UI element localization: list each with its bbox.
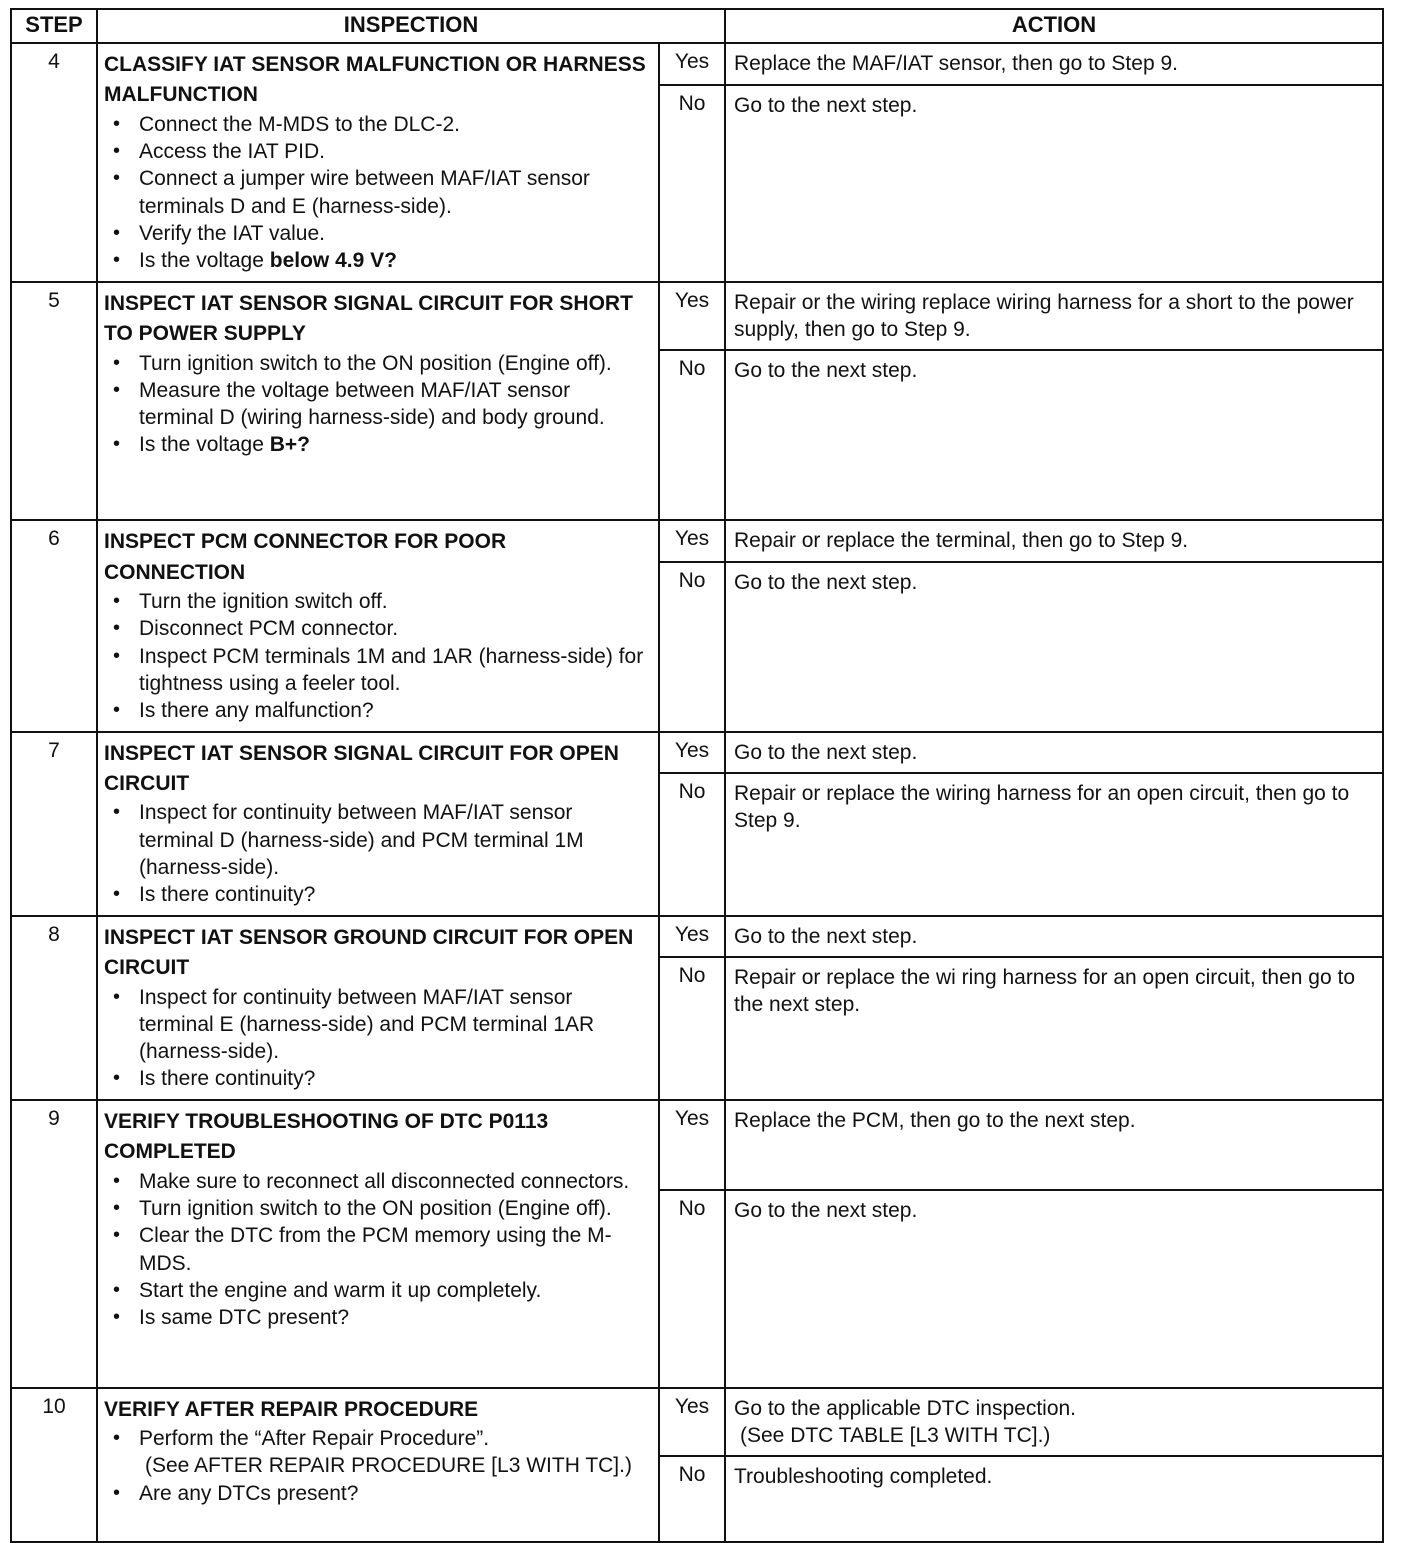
bullet-text: Clear the DTC from the PCM memory using the M-MDS.	[139, 1224, 612, 1275]
step-row	[11, 43, 1383, 85]
inspection-bullet	[139, 1425, 650, 1480]
inspection-bullet	[139, 1277, 650, 1304]
step-number: 9	[11, 1100, 97, 1388]
yes-label: Yes	[659, 916, 725, 957]
question-emphasis: B+?	[269, 433, 311, 457]
inspection-title: INSPECT IAT SENSOR SIGNAL CIRCUIT FOR SHORT TO POWER SUPPLY	[104, 291, 633, 346]
bullet-text: Inspect for continuity between MAF/IAT sensor terminal D (harness-side) and PCM terminal 1M (harness-side).	[139, 801, 584, 880]
step-number: 10	[11, 1388, 97, 1543]
steps-body	[11, 43, 1383, 1542]
inspection-list	[104, 799, 650, 908]
bullet-text: Measure the voltage between MAF/IAT sensor terminal D (wiring harness-side) and body ground.	[139, 378, 605, 430]
yes-action	[725, 520, 1383, 561]
bullet-text: Perform the “After Repair Procedure”.	[139, 1427, 490, 1451]
no-label: No	[659, 350, 725, 520]
inspection-cell	[97, 282, 659, 521]
inspection-bullet	[139, 1222, 650, 1277]
bullet-text: Start the engine and warm it up completely.	[139, 1278, 542, 1302]
question-text: Are any DTCs present?	[139, 1481, 359, 1505]
bullet-text: Connect a jumper wire between MAF/IAT sensor terminals D and E (harness-side).	[139, 167, 590, 218]
step-row	[11, 732, 1383, 773]
inspection-bullet	[139, 350, 650, 377]
inspection-bullet	[139, 615, 650, 642]
yes-action	[725, 732, 1383, 773]
bullet-text: Access the IAT PID.	[139, 140, 325, 164]
inspection-title: INSPECT PCM CONNECTOR FOR POOR CONNECTION	[104, 530, 507, 584]
no-label: No	[659, 1190, 725, 1388]
step-number: 6	[11, 520, 97, 731]
inspection-title: CLASSIFY IAT SENSOR MALFUNCTION OR HARNESS MALFUNCTION	[104, 53, 646, 107]
no-label: No	[659, 957, 725, 1100]
step-number: 7	[11, 732, 97, 916]
yes-label: Yes	[659, 732, 725, 773]
inspection-bullet	[139, 643, 650, 698]
bullet-text: Verify the IAT value.	[139, 222, 325, 246]
inspection-cell	[97, 43, 659, 282]
step-row	[11, 916, 1383, 957]
no-action: Go to the next step.	[725, 1190, 1383, 1388]
inspection-question	[139, 1065, 650, 1092]
inspection-cell	[97, 916, 659, 1100]
bullet-text: Make sure to reconnect all disconnected connectors.	[139, 1169, 630, 1193]
yes-action	[725, 916, 1383, 957]
inspection-bullet	[139, 138, 650, 165]
yes-action	[725, 1388, 1383, 1457]
no-action: Go to the next step.	[725, 350, 1383, 520]
inspection-header: INSPECTION	[97, 9, 725, 43]
inspection-title: INSPECT IAT SENSOR GROUND CIRCUIT FOR OPEN CIRCUIT	[104, 925, 634, 980]
question-emphasis: below 4.9 V?	[269, 249, 397, 273]
question-text: Is same DTC present?	[139, 1306, 350, 1330]
bullet-note: (See AFTER REPAIR PROCEDURE [L3 WITH TC].)	[145, 1454, 632, 1478]
yes-action-text: Go to the next step.	[734, 740, 918, 764]
yes-label: Yes	[659, 1388, 725, 1457]
action-header: ACTION	[725, 9, 1383, 43]
inspection-list	[104, 588, 650, 724]
question-text: Is the voltage	[139, 433, 270, 457]
no-label: No	[659, 562, 725, 732]
bullet-text: Connect the M-MDS to the DLC-2.	[139, 112, 460, 136]
step-number: 8	[11, 916, 97, 1100]
inspection-question	[139, 1304, 650, 1331]
step-header: STEP	[11, 9, 97, 43]
header-row	[11, 9, 1383, 43]
yes-label: Yes	[659, 520, 725, 561]
inspection-bullet	[139, 1168, 650, 1195]
inspection-list	[104, 350, 650, 459]
no-action: Go to the next step.	[725, 562, 1383, 732]
inspection-bullet	[139, 165, 650, 220]
no-action: Repair or replace the wi ring harness for an open circuit, then go to the next step.	[725, 957, 1383, 1100]
inspection-cell	[97, 1388, 659, 1543]
yes-action-text: Replace the MAF/IAT sensor, then go to Step 9.	[734, 52, 1178, 75]
inspection-list	[104, 1168, 650, 1332]
step-number: 5	[11, 282, 97, 521]
inspection-bullet	[139, 220, 650, 247]
bullet-text: Turn ignition switch to the ON position (Engine off).	[139, 1196, 612, 1220]
yes-action-text: Go to the next step.	[734, 924, 918, 948]
yes-action-text: Repair or replace the terminal, then go to Step 9.	[734, 529, 1189, 553]
yes-action-note: (See DTC TABLE [L3 WITH TC].)	[740, 1424, 1051, 1448]
no-label: No	[659, 773, 725, 916]
question-text: Is there continuity?	[139, 883, 316, 907]
yes-label: Yes	[659, 1100, 725, 1190]
no-action: Troubleshooting completed.	[725, 1456, 1383, 1542]
inspection-cell	[97, 1100, 659, 1388]
step-row	[11, 282, 1383, 351]
inspection-list	[104, 1425, 650, 1507]
yes-action-text: Repair or the wiring replace wiring harness for a short to the power supply, then go to Step 9.	[734, 290, 1354, 341]
bullet-text: Inspect PCM terminals 1M and 1AR (harness-side) for tightness using a feeler tool.	[139, 644, 644, 696]
inspection-bullet	[139, 111, 650, 138]
inspection-title: VERIFY AFTER REPAIR PROCEDURE	[104, 1397, 479, 1421]
bullet-text: Turn the ignition switch off.	[139, 590, 388, 614]
inspection-bullet	[139, 588, 650, 615]
no-action: Go to the next step.	[725, 85, 1383, 282]
yes-action	[725, 282, 1383, 351]
inspection-cell	[97, 732, 659, 916]
question-text: Is there continuity?	[139, 1067, 316, 1091]
inspection-bullet	[139, 377, 650, 432]
troubleshooting-table	[10, 8, 1384, 1543]
inspection-bullet	[139, 799, 650, 881]
no-label: No	[659, 1456, 725, 1542]
bullet-text: Inspect for continuity between MAF/IAT sensor terminal E (harness-side) and PCM terminal 1AR (harness-side).	[139, 985, 595, 1064]
inspection-question	[139, 247, 650, 274]
inspection-list	[104, 111, 650, 275]
inspection-question	[139, 697, 650, 724]
yes-action	[725, 1100, 1383, 1190]
bullet-text: Disconnect PCM connector.	[139, 617, 399, 641]
question-text: Is the voltage	[139, 249, 270, 273]
step-number: 4	[11, 43, 97, 282]
yes-action	[725, 43, 1383, 85]
inspection-list	[104, 984, 650, 1093]
step-row	[11, 1388, 1383, 1457]
inspection-title: VERIFY TROUBLESHOOTING OF DTC P0113 COMPLETED	[104, 1109, 549, 1164]
inspection-cell	[97, 520, 659, 731]
step-row	[11, 1100, 1383, 1190]
yes-action-text: Go to the applicable DTC inspection.	[734, 1396, 1077, 1420]
yes-label: Yes	[659, 282, 725, 351]
inspection-bullet	[139, 984, 650, 1066]
yes-action-text: Replace the PCM, then go to the next step.	[734, 1108, 1136, 1132]
no-label: No	[659, 85, 725, 282]
question-text: Is there any malfunction?	[139, 699, 374, 723]
no-action: Repair or replace the wiring harness for an open circuit, then go to Step 9.	[725, 773, 1383, 916]
inspection-title: INSPECT IAT SENSOR SIGNAL CIRCUIT FOR OPEN CIRCUIT	[104, 741, 619, 796]
yes-label: Yes	[659, 43, 725, 85]
bullet-text: Turn ignition switch to the ON position (Engine off).	[139, 351, 612, 375]
inspection-question	[139, 1480, 650, 1507]
inspection-question	[139, 431, 650, 458]
step-row	[11, 520, 1383, 561]
inspection-question	[139, 881, 650, 908]
inspection-bullet	[139, 1195, 650, 1222]
